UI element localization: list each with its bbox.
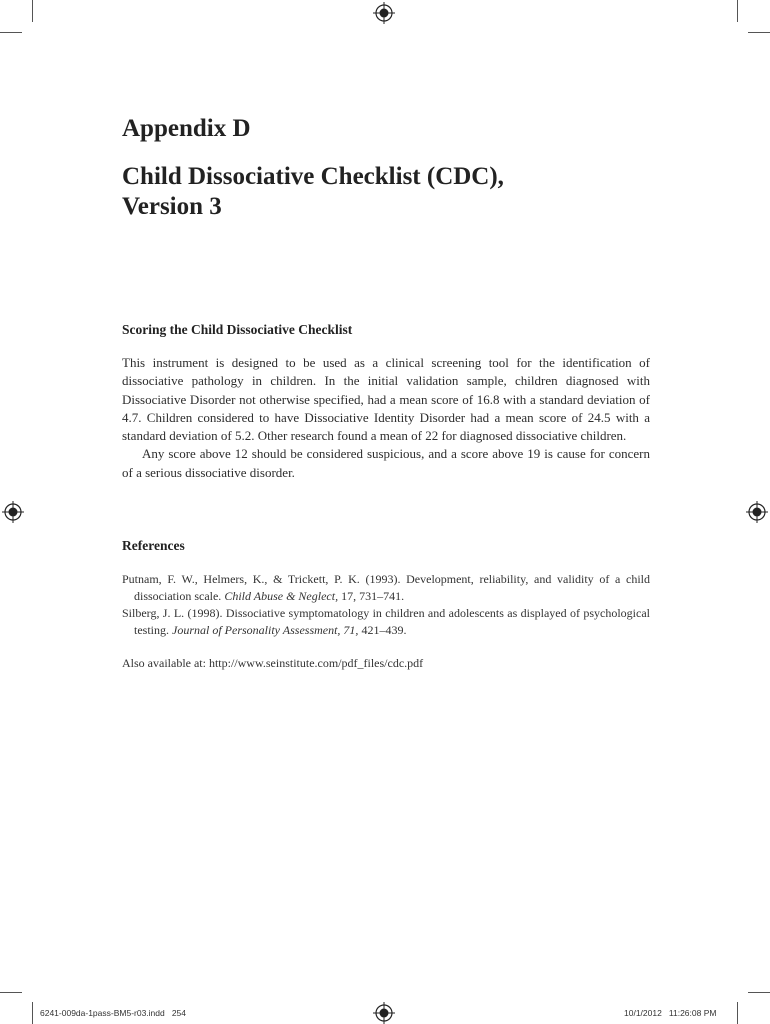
crop-mark bbox=[748, 32, 770, 33]
crop-mark bbox=[737, 0, 738, 22]
crop-mark bbox=[0, 992, 22, 993]
reference-citation: 421–439. bbox=[358, 623, 407, 637]
title-line-1: Child Dissociative Checklist (CDC), bbox=[122, 163, 504, 190]
crop-mark bbox=[737, 1002, 738, 1024]
scoring-heading: Scoring the Child Dissociative Checklist bbox=[122, 322, 353, 337]
references-list bbox=[122, 571, 650, 639]
reference-text: Putnam, F. W., Helmers, K., & Trickett, P. K. (1993). Development, reliability, and validity of a child dissociation scale. bbox=[122, 572, 650, 603]
registration-mark-icon bbox=[373, 2, 395, 24]
slug-filename: 6241-009da-1pass-BM5-r03.indd 254 bbox=[40, 1008, 187, 1018]
crop-mark bbox=[0, 32, 22, 33]
reference-item bbox=[122, 571, 650, 605]
crop-mark bbox=[32, 0, 33, 22]
registration-mark-icon bbox=[746, 501, 768, 523]
reference-journal: Journal of Personality Assessment, 71, bbox=[172, 623, 359, 637]
page-title bbox=[122, 162, 504, 222]
crop-mark bbox=[748, 992, 770, 993]
reference-text: Silberg, J. L. (1998). Dissociative symptomatology in children and adolescents as displayed of psychological testing. bbox=[122, 606, 650, 637]
crop-mark bbox=[32, 1002, 33, 1024]
title-line-2: Version 3 bbox=[122, 193, 222, 220]
reference-citation: 17, 731–741. bbox=[338, 589, 405, 603]
scoring-body bbox=[122, 354, 650, 482]
scoring-paragraph-2: Any score above 12 should be considered suspicious, and a score above 19 is cause for concern of a serious dissociative disorder. bbox=[122, 446, 650, 480]
also-available-link[interactable]: Also available at: http://www.seinstitute.com/pdf_files/cdc.pdf bbox=[122, 656, 424, 670]
slug-timestamp: 10/1/2012 11:26:08 PM bbox=[624, 1008, 717, 1018]
reference-item bbox=[122, 605, 650, 639]
registration-mark-icon bbox=[373, 1002, 395, 1024]
reference-journal: Child Abuse & Neglect, bbox=[224, 589, 339, 603]
references-heading: References bbox=[122, 538, 185, 553]
appendix-label: Appendix D bbox=[122, 115, 251, 142]
registration-mark-icon bbox=[2, 501, 24, 523]
scoring-paragraph-1: This instrument is designed to be used as a clinical screening tool for the identification of dissociative pathology in children. In the initial validation sample, children diagnosed with Dissociative Disorder not otherwise specified, had a mean score of 16.8 with a standard deviation of 4.7. Children considered to have Dissociative Identity Disorder had a mean score of 24.5 with a standard deviation of 5.2. Other research found a mean of 22 for diagnosed dissociative children. bbox=[122, 355, 650, 444]
